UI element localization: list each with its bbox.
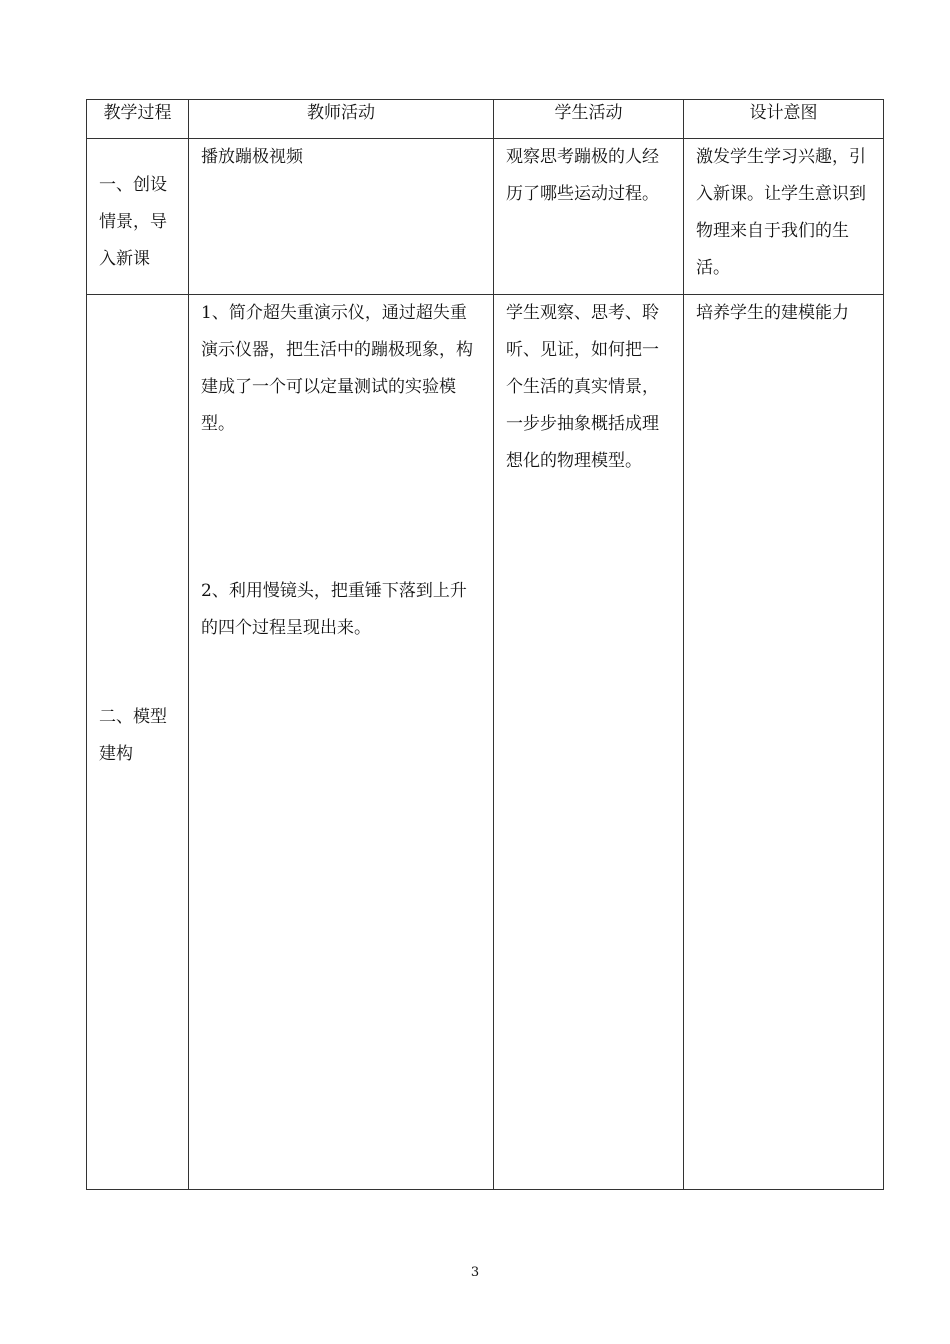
header-teacher-activity: 教师活动 [189,100,494,139]
page-number: 3 [470,1265,480,1280]
teacher-activity-text: 1、简介超失重演示仪，通过超失重演示仪器，把生活中的蹦极现象，构建成了一个可以定量测试的实验模型。 [201,303,473,434]
design-intent-cell: 培养学生的建模能力 [684,295,884,1190]
student-activity-cell: 观察思考蹦极的人经历了哪些运动过程。 [494,139,684,295]
header-design-intent: 设计意图 [684,100,884,139]
header-stage: 教学过程 [87,100,189,139]
teacher-activity-text: 播放蹦极视频 [201,147,303,167]
teacher-activity-text: 2、利用慢镜头，把重锤下落到上升的四个过程呈现出来。 [201,581,467,638]
stage-cell: 一、创设情景，导入新课 [87,139,189,295]
table-row [87,139,884,295]
student-activity-cell: 学生观察、思考、聆听、见证，如何把一个生活的真实情景，一步步抽象概括成理想化的物理模型。 [494,295,684,1190]
teacher-activity-cell [189,139,494,295]
table-header-row [87,100,884,139]
teacher-activity-cell [189,295,494,1190]
spacer [201,443,481,573]
table-row [87,295,884,1190]
design-intent-cell: 激发学生学习兴趣，引入新课。让学生意识到物理来自于我们的生活。 [684,139,884,295]
header-student-activity: 学生活动 [494,100,684,139]
stage-cell: 二、模型建构 [87,295,189,1190]
lesson-plan-table [86,99,884,1190]
